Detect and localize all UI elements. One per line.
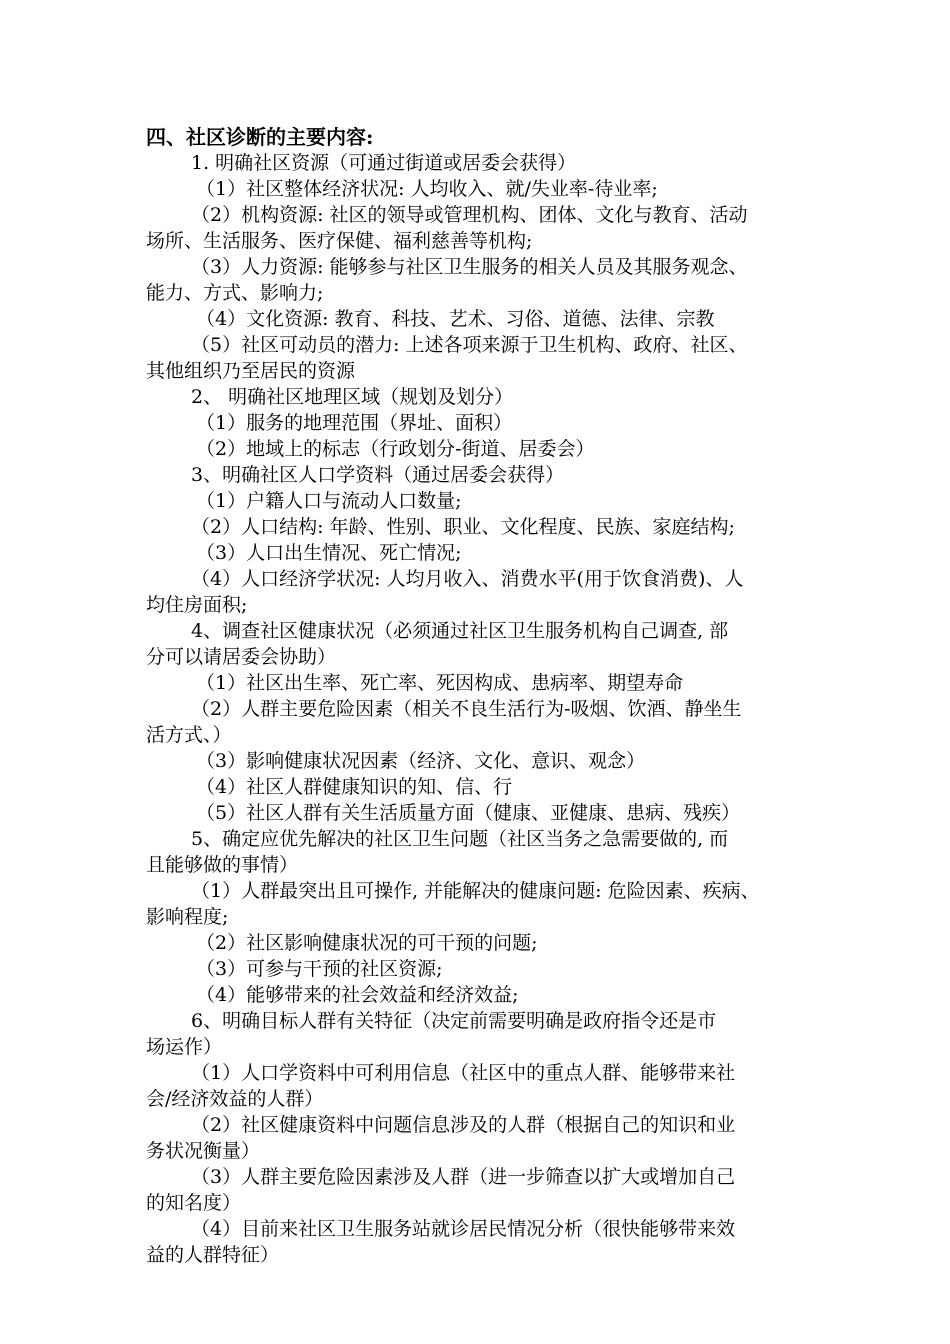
text-line: 1. 明确社区资源（可通过街道或居委会获得） — [191, 152, 577, 174]
text-line: 5、确定应优先解决的社区卫生问题（社区当务之急需要做的, 而 — [191, 828, 729, 850]
text-line: （5）社区人群有关生活质量方面（健康、亚健康、患病、残疾） — [196, 802, 741, 824]
text-line: （2）人群主要危险因素（相关不良生活行为-吸烟、饮酒、静坐生 — [191, 698, 742, 720]
text-line: 会/经济效益的人群） — [146, 1088, 324, 1110]
text-line: （3）人群主要危险因素涉及人群（进一步筛查以扩大或增加自己 — [191, 1166, 736, 1188]
text-line: （3）可参与干预的社区资源; — [196, 958, 443, 980]
text-line: （2）社区影响健康状况的可干预的问题; — [196, 932, 538, 954]
text-line: 场所、生活服务、医疗保健、福利慈善等机构; — [146, 230, 533, 252]
text-line: 6、明确目标人群有关特征（决定前需要明确是政府指令还是市 — [191, 1010, 717, 1032]
document-body — [146, 124, 826, 1268]
text-line: 的知名度） — [146, 1192, 242, 1214]
text-line: （2）社区健康资料中问题信息涉及的人群（根据自己的知识和业 — [191, 1114, 736, 1136]
text-line: 活方式、） — [146, 724, 232, 746]
text-line: （1）人口学资料中可利用信息（社区中的重点人群、能够带来社 — [191, 1062, 736, 1084]
content-lines — [146, 150, 826, 1268]
text-line: （1）服务的地理范围（界址、面积） — [196, 412, 513, 434]
section-heading: 四、社区诊断的主要内容: — [146, 125, 374, 149]
text-line: （4）目前来社区卫生服务站就诊居民情况分析（很快能够带来效 — [191, 1218, 736, 1240]
text-line: （1）社区出生率、死亡率、死因构成、患病率、期望寿命 — [196, 672, 684, 694]
text-line: （1）户籍人口与流动人口数量; — [196, 490, 462, 512]
text-line: 4、调查社区健康状况（必须通过社区卫生服务机构自己调查, 部 — [191, 620, 729, 642]
text-line: （1）社区整体经济状况: 人均收入、就/失业率-待业率; — [196, 178, 658, 200]
text-line: 均住房面积; — [146, 594, 248, 616]
text-line: （4）能够带来的社会效益和经济效益; — [196, 984, 519, 1006]
text-line: （2）机构资源: 社区的领导或管理机构、团体、文化与教育、活动 — [191, 204, 748, 226]
text-line: （3）人口出生情况、死亡情况; — [196, 542, 462, 564]
text-line: 其他组织乃至居民的资源 — [146, 360, 356, 382]
text-line: （3）影响健康状况因素（经济、文化、意识、观念） — [196, 750, 646, 772]
text-line: （5）社区可动员的潜力: 上述各项来源于卫生机构、政府、社区、 — [191, 334, 748, 356]
text-line: 务状况衡量） — [146, 1140, 261, 1162]
text-line: 分可以请居委会协助） — [146, 646, 337, 668]
text-line: 影响程度; — [146, 906, 229, 928]
text-line: 3、明确社区人口学资料（通过居委会获得） — [191, 464, 565, 486]
text-line: （4）文化资源: 教育、科技、艺术、习俗、道德、法律、宗教 — [196, 308, 715, 330]
text-line: 能力、方式、影响力; — [146, 282, 324, 304]
text-line: （1）人群最突出且可操作, 并能解决的健康问题: 危险因素、疾病、 — [191, 880, 760, 902]
text-line: （2）人口结构: 年龄、性别、职业、文化程度、民族、家庭结构; — [191, 516, 735, 538]
text-line: 场运作） — [146, 1036, 223, 1058]
text-line: 2、 明确社区地理区域（规划及划分） — [191, 386, 514, 408]
text-line: 益的人群特征） — [146, 1244, 280, 1266]
text-line: （4）人口经济学状况: 人均月收入、消费水平(用于饮食消费)、人 — [191, 568, 744, 590]
text-line: （4）社区人群健康知识的知、信、行 — [196, 776, 513, 798]
text-line: 且能够做的事情） — [146, 854, 299, 876]
text-line: （2）地域上的标志（行政划分-街道、居委会） — [196, 438, 595, 460]
text-line: （3）人力资源: 能够参与社区卫生服务的相关人员及其服务观念、 — [191, 256, 748, 278]
